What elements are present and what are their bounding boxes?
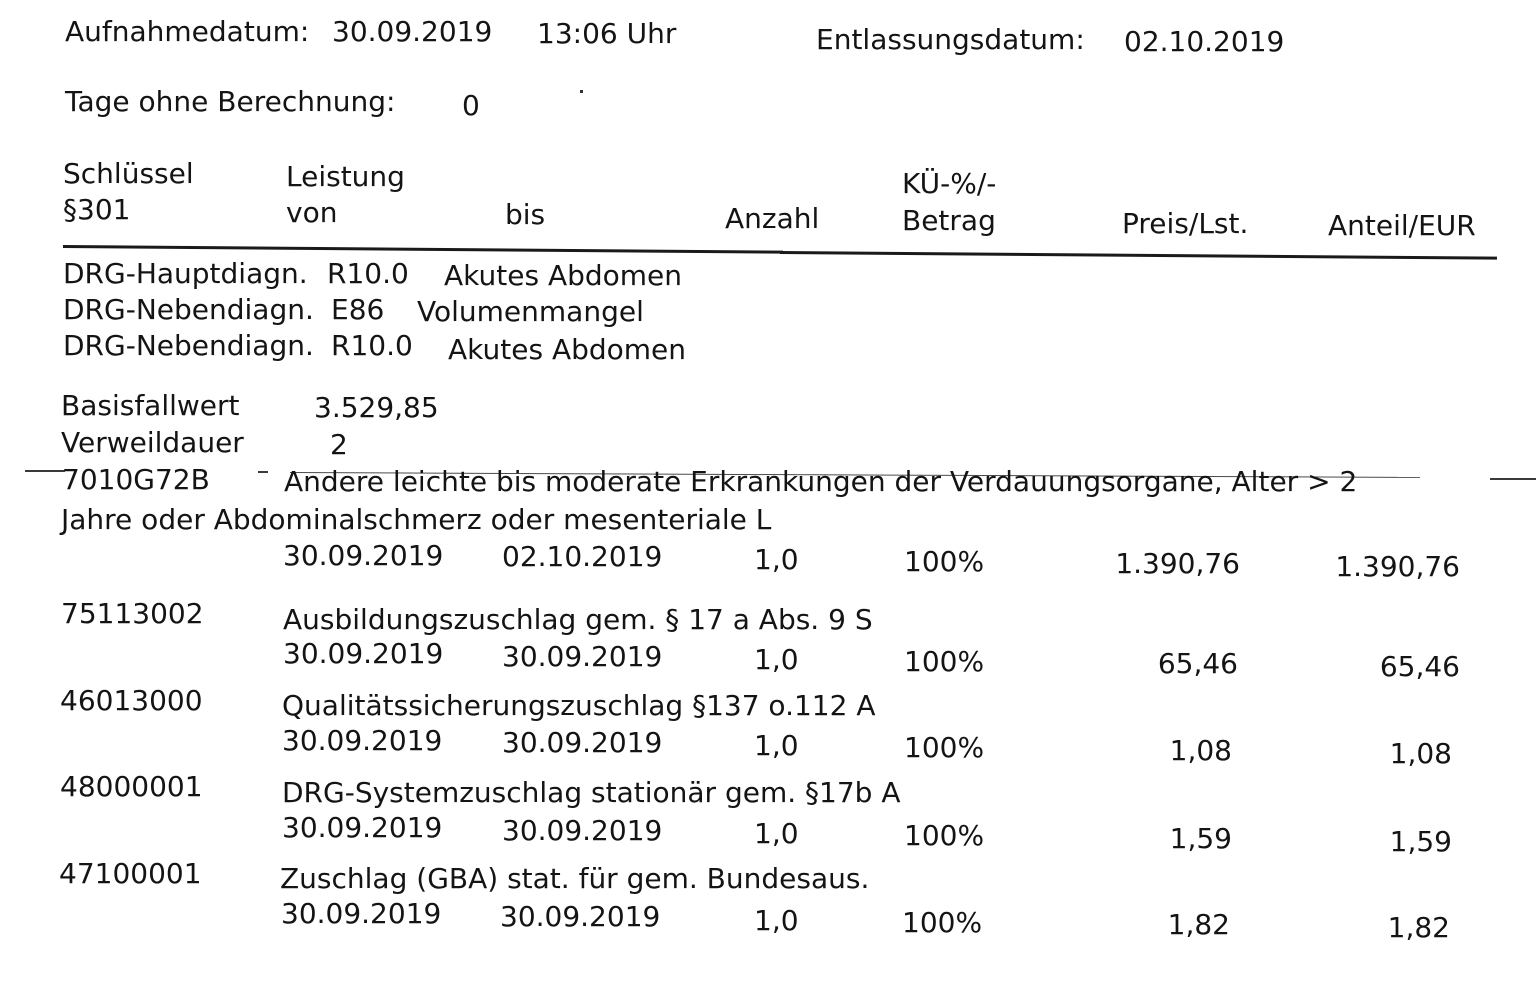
item-key: 47100001	[59, 857, 202, 890]
item-share: 65,46	[1379, 650, 1460, 683]
item-to-date: 30.09.2019	[502, 640, 663, 673]
item-key: 75113002	[61, 597, 204, 630]
item-to-date: 02.10.2019	[502, 540, 663, 573]
discharge-date-label: Entlassungsdatum:	[816, 23, 1085, 56]
diagnosis-code: R10.0	[331, 329, 413, 362]
item-key: 48000001	[60, 770, 203, 803]
item-key: 46013000	[60, 684, 203, 717]
strike-dash	[258, 471, 268, 473]
item-from-date: 30.09.2019	[281, 897, 442, 930]
strike-dash	[1490, 478, 1536, 480]
item-share: 1.390,76	[1335, 550, 1460, 583]
column-header-ku: KÜ-%/-	[902, 167, 997, 200]
column-header-from: von	[286, 196, 338, 229]
days-without-billing-label: Tage ohne Berechnung:	[65, 85, 396, 118]
item-price: 1.390,76	[1115, 547, 1240, 580]
admission-date-label: Aufnahmedatum:	[65, 15, 310, 48]
item-count: 1,0	[754, 817, 799, 850]
item-description: Zuschlag (GBA) stat. für gem. Bundesaus.	[280, 862, 870, 895]
base-case-value: 3.529,85	[314, 391, 439, 424]
item-price: 1,82	[1167, 908, 1230, 941]
item-percent: 100%	[902, 906, 983, 939]
item-from-date: 30.09.2019	[283, 637, 444, 670]
item-share: 1,59	[1389, 825, 1452, 858]
item-price: 1,59	[1169, 822, 1232, 855]
length-of-stay-value: 2	[330, 428, 348, 461]
column-header-ku-amount: Betrag	[902, 204, 996, 237]
diagnosis-text: Akutes Abdomen	[444, 259, 683, 292]
diagnosis-code: E86	[331, 293, 385, 326]
header-rule-left	[63, 245, 783, 254]
column-header-service: Leistung	[286, 160, 405, 193]
column-header-key: Schlüssel	[63, 157, 194, 190]
admission-date-value: 30.09.2019	[332, 15, 493, 48]
diagnosis-label: DRG-Hauptdiagn.	[63, 257, 308, 290]
item-description: Andere leichte bis moderate Erkrankungen der Verdauungsorgane, Alter > 2	[284, 465, 1358, 498]
item-from-date: 30.09.2019	[283, 539, 444, 572]
diagnosis-text: Akutes Abdomen	[448, 333, 687, 366]
diagnosis-text: Volumenmangel	[417, 295, 644, 328]
item-from-date: 30.09.2019	[282, 811, 443, 844]
discharge-date-value: 02.10.2019	[1124, 25, 1285, 58]
column-header-share: Anteil/EUR	[1328, 209, 1476, 242]
item-from-date: 30.09.2019	[282, 724, 443, 757]
column-header-price: Preis/Lst.	[1122, 207, 1249, 240]
admission-time-value: 13:06 Uhr	[537, 17, 677, 50]
item-to-date: 30.09.2019	[500, 900, 661, 933]
item-to-date: 30.09.2019	[502, 814, 663, 847]
column-header-count: Anzahl	[725, 202, 820, 235]
item-count: 1,0	[754, 904, 799, 937]
diagnosis-code: R10.0	[327, 257, 409, 290]
item-description: DRG-Systemzuschlag stationär gem. §17b A	[282, 776, 901, 809]
header-rule-right	[780, 251, 1497, 260]
item-count: 1,0	[754, 643, 799, 676]
base-case-value-label: Basisfallwert	[61, 389, 240, 422]
item-percent: 100%	[904, 545, 985, 578]
column-header-to: bis	[505, 198, 546, 231]
diagnosis-label: DRG-Nebendiagn.	[63, 293, 314, 326]
column-header-key-sub: §301	[63, 193, 131, 226]
days-without-billing-value: 0	[462, 89, 480, 122]
item-to-date: 30.09.2019	[502, 726, 663, 759]
strike-dash	[25, 470, 65, 472]
scan-speck	[580, 90, 583, 93]
item-percent: 100%	[904, 645, 985, 678]
item-price: 1,08	[1169, 734, 1232, 767]
diagnosis-label: DRG-Nebendiagn.	[63, 329, 314, 362]
item-share: 1,82	[1387, 911, 1450, 944]
item-description: Qualitätssicherungszuschlag §137 o.112 A	[282, 689, 876, 722]
item-count: 1,0	[754, 543, 799, 576]
item-count: 1,0	[754, 729, 799, 762]
item-percent: 100%	[904, 731, 985, 764]
item-key: 7010G72B	[62, 463, 210, 496]
item-percent: 100%	[904, 819, 985, 852]
item-description-continued: Jahre oder Abdominalschmerz oder mesenteriale L	[61, 503, 772, 536]
item-share: 1,08	[1389, 737, 1452, 770]
item-price: 65,46	[1157, 647, 1238, 680]
length-of-stay-label: Verweildauer	[61, 426, 244, 459]
item-description: Ausbildungszuschlag gem. § 17 a Abs. 9 S	[283, 603, 873, 636]
